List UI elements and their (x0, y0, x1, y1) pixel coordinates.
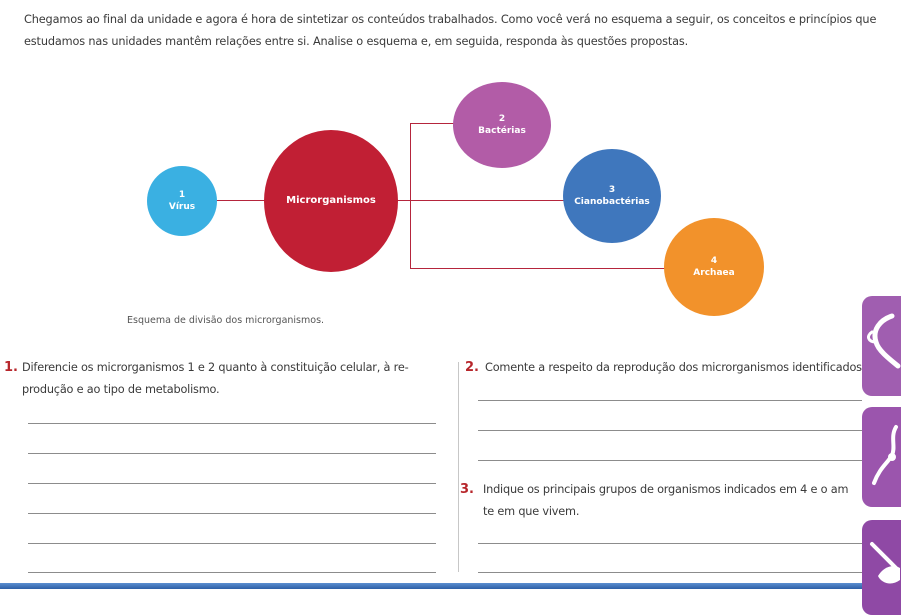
answer-line[interactable] (28, 483, 436, 484)
question-3-number: 3. (460, 482, 474, 497)
node-virus (147, 166, 217, 236)
node-number: 4 (710, 256, 718, 266)
answer-line[interactable] (478, 460, 862, 461)
node-label: Bactérias (478, 126, 526, 136)
node-archaea (664, 218, 764, 316)
answer-line[interactable] (28, 513, 436, 514)
node-number: 2 (498, 114, 506, 124)
node-label: Archaea (693, 268, 735, 278)
question-2-text (485, 357, 870, 379)
question-line: produção e ao tipo de metabolismo. (22, 383, 220, 396)
node-number: 1 (178, 190, 186, 200)
node-label: Cianobactérias (574, 197, 650, 207)
virus-icon (862, 520, 901, 615)
question-line: Comente a respeito da reprodução dos microrganismos identificados (485, 361, 862, 374)
answer-line[interactable] (28, 453, 436, 454)
question-1-text (22, 357, 452, 401)
question-line: Diferencie os microrganismos 1 e 2 quanto à constituição celular, à re- (22, 361, 409, 374)
connector-cyano (395, 200, 570, 201)
question-line: te em que vivem. (483, 505, 580, 518)
bottom-bar (0, 583, 901, 589)
node-cianobacterias (563, 149, 661, 243)
question-1-number: 1. (4, 360, 18, 375)
answer-line[interactable] (478, 400, 862, 401)
side-tab-3[interactable] (862, 520, 901, 615)
intro-text: Chegamos ao final da unidade e agora é hora de sintetizar os conteúdos trabalhados. Como você verá no esquema a seguir, os conceitos e princípios que estudamos nas unidades mantêm relações entre si. Analise o esquema e, em seguida, responda às questões propostas. (24, 13, 877, 48)
node-bacterias (453, 82, 551, 168)
question-3-text (483, 479, 869, 523)
answer-line[interactable] (478, 543, 862, 544)
node-number: 3 (608, 185, 616, 195)
answer-line[interactable] (478, 430, 862, 431)
answer-line[interactable] (28, 423, 436, 424)
node-microrganismos (264, 130, 398, 272)
connector-trunk (410, 123, 411, 269)
answer-line[interactable] (28, 572, 436, 573)
node-label: Microrganismos (286, 195, 376, 206)
answer-line[interactable] (28, 543, 436, 544)
bacteria-icon (862, 296, 901, 396)
side-tab-1[interactable] (862, 296, 901, 396)
side-tab-2[interactable] (862, 407, 901, 507)
answer-line[interactable] (478, 572, 862, 573)
question-line: Indique os principais grupos de organismos indicados em 4 e o am (483, 483, 849, 496)
diagram-caption: Esquema de divisão dos microrganismos. (127, 315, 325, 326)
connector-archaea (410, 268, 668, 269)
column-divider (458, 362, 459, 572)
question-2-number: 2. (465, 360, 479, 375)
node-label: Vírus (168, 202, 196, 212)
connector-virus (210, 200, 270, 201)
cell-icon (862, 407, 901, 507)
